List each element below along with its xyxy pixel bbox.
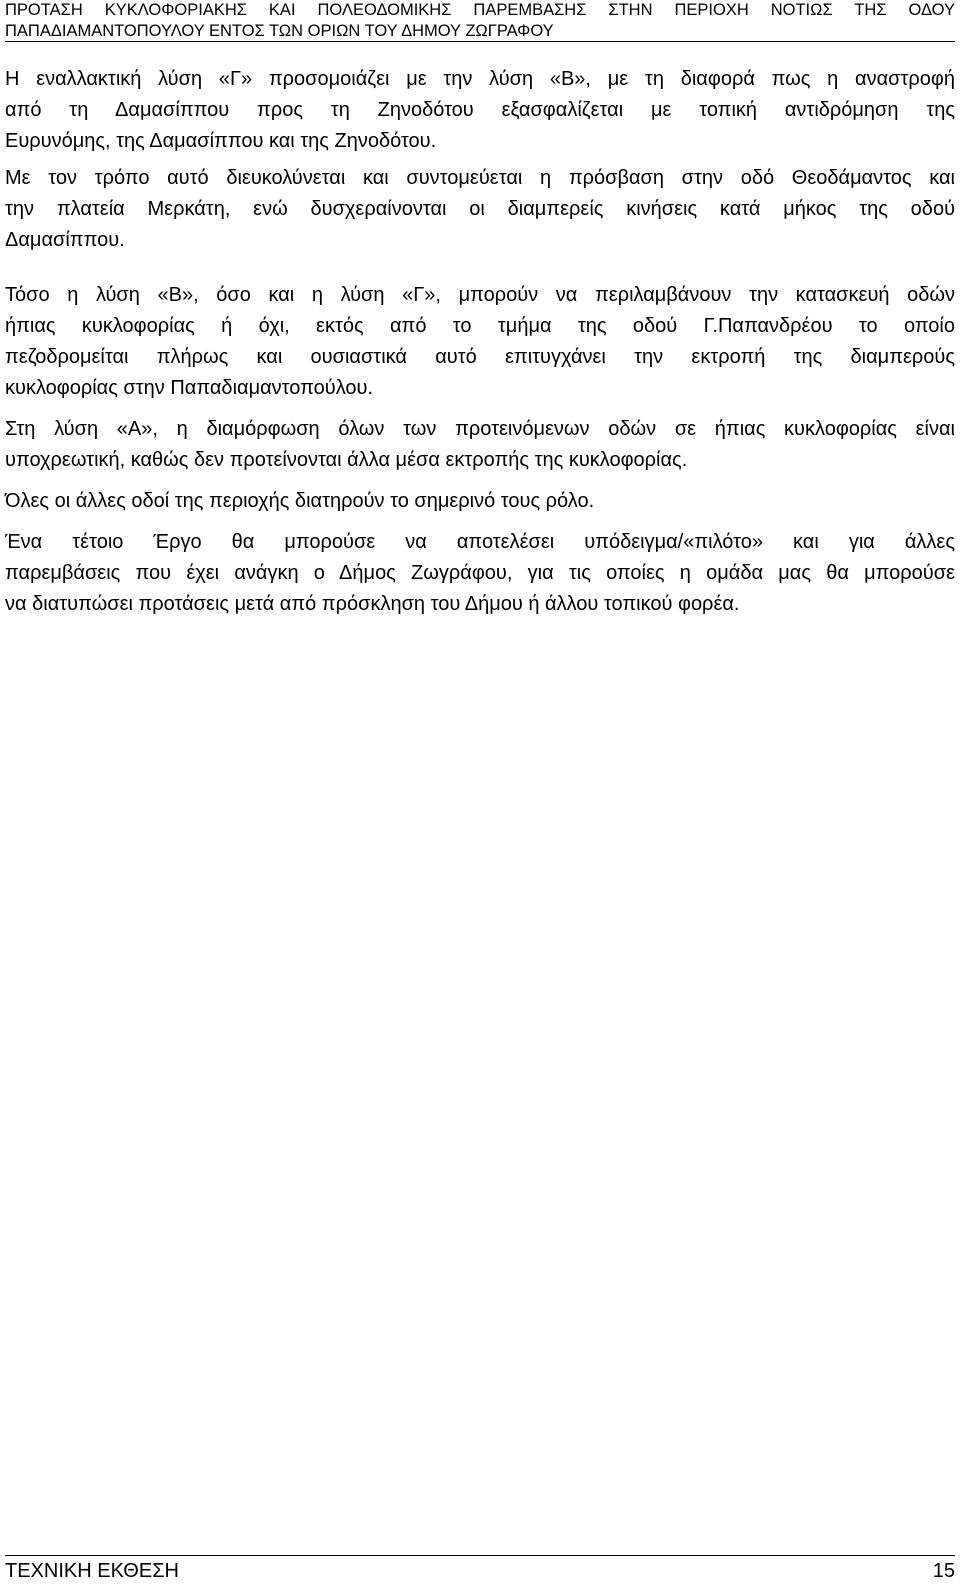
text-line: Με τον τρόπο αυτό διευκολύνεται και συντομεύεται η πρόσβαση στην οδό Θεοδάμαντος και (5, 167, 955, 189)
text-line: να διατυπώσει προτάσεις μετά από πρόσκληση του Δήμου ή άλλου τοπικού φορέα. (5, 593, 740, 615)
text-line: Τόσο η λύση «Β», όσο και η λύση «Γ», μπορούν να περιλαμβάνουν την κατασκευή οδών (5, 284, 955, 306)
text-line: ήπιας κυκλοφορίας ή όχι, εκτός από το τμήμα της οδού Γ.Παπανδρέου το οποίο (5, 315, 955, 337)
paragraph-other-roads (5, 486, 955, 517)
paragraph-access (5, 163, 955, 256)
text-line: την πλατεία Μερκάτη, ενώ δυσχεραίνονται οι διαμπερείς κινήσεις κατά μήκος της οδού (5, 198, 955, 220)
text-line: πεζοδρομείται πλήρως και ουσιαστικά αυτό επιτυγχάνει την εκτροπή της διαμπερούς (5, 346, 955, 368)
text-line: Ευρυνόμης, της Δαμασίππου και της Ζηνοδότου. (5, 130, 437, 152)
page-footer (5, 1555, 955, 1585)
text-line: Στη λύση «Α», η διαμόρφωση όλων των προτεινόμενων οδών σε ήπιας κυκλοφορίας είναι (5, 418, 955, 440)
header-title-line-1: ΠΡΟΤΑΣΗ ΚΥΚΛΟΦΟΡΙΑΚΗΣ ΚΑΙ ΠΟΛΕΟΔΟΜΙΚΗΣ ΠΑΡΕΜΒΑΣΗΣ ΣΤΗΝ ΠΕΡΙΟΧΗ ΝΟΤΙΩΣ ΤΗΣ ΟΔΟΥ (5, 1, 955, 19)
text-line: κυκλοφορίας στην Παπαδιαμαντοπούλου. (5, 377, 374, 399)
page-number: 15 (932, 1560, 955, 1582)
paragraph-pilot-project (5, 527, 955, 620)
paragraph-solution-a (5, 414, 955, 476)
text-line: Η εναλλακτική λύση «Γ» προσομοιάζει με την λύση «Β», με τη διαφορά πως η αναστροφή (5, 68, 955, 90)
text-line: υποχρεωτική, καθώς δεν προτείνονται άλλα μέσα εκτροπής της κυκλοφορίας. (5, 449, 688, 471)
text-line: Ένα τέτοιο Έργο θα μπορούσε να αποτελέσει υπόδειγμα/«πιλότο» και για άλλες (5, 531, 955, 553)
page-header (5, 0, 955, 42)
text-line: Δαμασίππου. (5, 229, 125, 251)
header-title-line-2: ΠΑΠΑΔΙΑΜΑΝΤΟΠΟΥΛΟΥ ΕΝΤΟΣ ΤΩΝ ΟΡΙΩΝ ΤΟΥ ΔΗΜΟΥ ΖΩΓΡΑΦΟΥ (5, 22, 554, 40)
paragraph-solutions-b-g (5, 280, 955, 404)
footer-document-title: ΤΕΧΝΙΚΗ ΕΚΘΕΣΗ (5, 1560, 180, 1582)
text-line: από τη Δαμασίππου προς τη Ζηνοδότου εξασφαλίζεται με τοπική αντιδρόμηση της (5, 99, 955, 121)
document-body (5, 64, 955, 620)
paragraph-solution-g (5, 64, 955, 157)
text-line: Όλες οι άλλες οδοί της περιοχής διατηρούν το σημερινό τους ρόλο. (5, 490, 595, 512)
text-line: παρεμβάσεις που έχει ανάγκη ο Δήμος Ζωγράφου, για τις οποίες η ομάδα μας θα μπορούσε (5, 562, 955, 584)
